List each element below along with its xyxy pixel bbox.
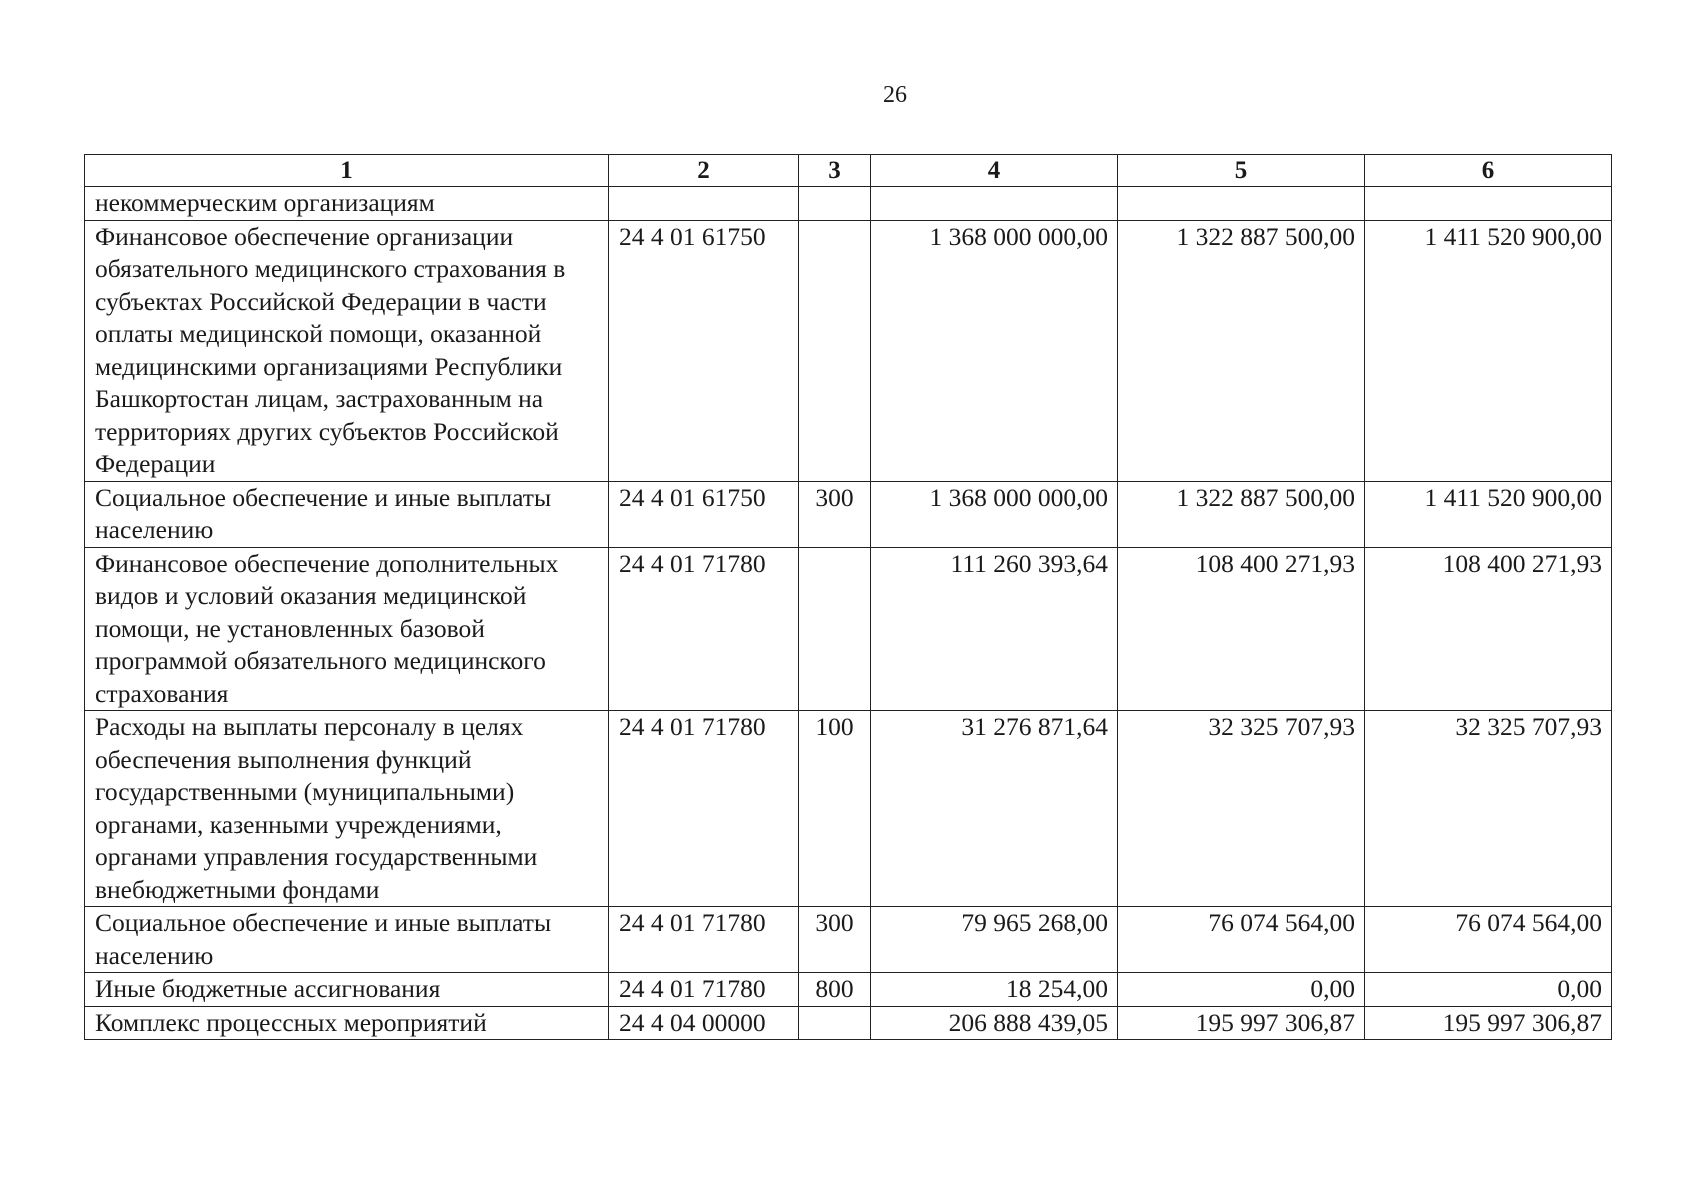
table-row: [85, 1006, 1612, 1040]
row-value-4: [871, 187, 1118, 221]
header-col-3: 3: [799, 155, 871, 187]
row-value-4: 18 254,00: [871, 973, 1118, 1007]
row-expense-type: [799, 1006, 871, 1040]
row-name: Расходы на выплаты персоналу в целях обеспечения выполнения функций государственными (муниципальными) органами, казенными учреждениями, органами управления государственными внебюджетными фондами: [85, 711, 609, 907]
row-value-5: 76 074 564,00: [1118, 907, 1365, 973]
row-value-4: 1 368 000 000,00: [871, 481, 1118, 547]
row-value-5: 108 400 271,93: [1118, 547, 1365, 711]
row-code: 24 4 01 61750: [609, 481, 799, 547]
row-value-6: 0,00: [1365, 973, 1612, 1007]
row-name: Социальное обеспечение и иные выплаты населению: [85, 481, 609, 547]
row-value-4: 206 888 439,05: [871, 1006, 1118, 1040]
row-expense-type: 300: [799, 481, 871, 547]
row-name: Социальное обеспечение и иные выплаты населению: [85, 907, 609, 973]
row-code: 24 4 01 71780: [609, 711, 799, 907]
row-value-6: 1 411 520 900,00: [1365, 220, 1612, 481]
header-col-2: 2: [609, 155, 799, 187]
row-code: 24 4 01 61750: [609, 220, 799, 481]
row-expense-type: [799, 220, 871, 481]
header-col-5: 5: [1118, 155, 1365, 187]
row-value-4: 111 260 393,64: [871, 547, 1118, 711]
header-col-4: 4: [871, 155, 1118, 187]
row-name: Комплекс процессных мероприятий: [85, 1006, 609, 1040]
table-row: [85, 220, 1612, 481]
row-value-5: 195 997 306,87: [1118, 1006, 1365, 1040]
row-expense-type: [799, 547, 871, 711]
row-value-6: 32 325 707,93: [1365, 711, 1612, 907]
row-value-6: 1 411 520 900,00: [1365, 481, 1612, 547]
row-code: 24 4 01 71780: [609, 973, 799, 1007]
row-value-5: 1 322 887 500,00: [1118, 481, 1365, 547]
row-name: Финансовое обеспечение дополнительных видов и условий оказания медицинской помощи, не установленных базовой программой обязательного медицинского страхования: [85, 547, 609, 711]
row-value-6: 76 074 564,00: [1365, 907, 1612, 973]
row-value-4: 1 368 000 000,00: [871, 220, 1118, 481]
row-expense-type: 100: [799, 711, 871, 907]
table-row: [85, 711, 1612, 907]
row-value-5: 32 325 707,93: [1118, 711, 1365, 907]
row-expense-type: 800: [799, 973, 871, 1007]
budget-table: [84, 154, 1612, 1040]
table-row: [85, 547, 1612, 711]
row-expense-type: 300: [799, 907, 871, 973]
table-row: [85, 481, 1612, 547]
row-name: некоммерческим организациям: [85, 187, 609, 221]
row-value-4: 31 276 871,64: [871, 711, 1118, 907]
row-value-5: 0,00: [1118, 973, 1365, 1007]
table-row: [85, 973, 1612, 1007]
header-col-6: 6: [1365, 155, 1612, 187]
row-value-4: 79 965 268,00: [871, 907, 1118, 973]
row-expense-type: [799, 187, 871, 221]
page-number: 26: [883, 82, 907, 108]
row-value-6: 195 997 306,87: [1365, 1006, 1612, 1040]
header-col-1: 1: [85, 155, 609, 187]
header-row: [85, 155, 1612, 187]
row-code: 24 4 04 00000: [609, 1006, 799, 1040]
table-row: [85, 187, 1612, 221]
row-name: Финансовое обеспечение организации обязательного медицинского страхования в субъектах Российской Федерации в части оплаты медицинской помощи, оказанной медицинскими организациями Республики Башкортостан лицам, застрахованным на территориях других субъектов Российской Федерации: [85, 220, 609, 481]
row-value-5: [1118, 187, 1365, 221]
row-code: 24 4 01 71780: [609, 907, 799, 973]
row-value-5: 1 322 887 500,00: [1118, 220, 1365, 481]
row-value-6: [1365, 187, 1612, 221]
table-row: [85, 907, 1612, 973]
row-name: Иные бюджетные ассигнования: [85, 973, 609, 1007]
row-code: [609, 187, 799, 221]
row-value-6: 108 400 271,93: [1365, 547, 1612, 711]
row-code: 24 4 01 71780: [609, 547, 799, 711]
